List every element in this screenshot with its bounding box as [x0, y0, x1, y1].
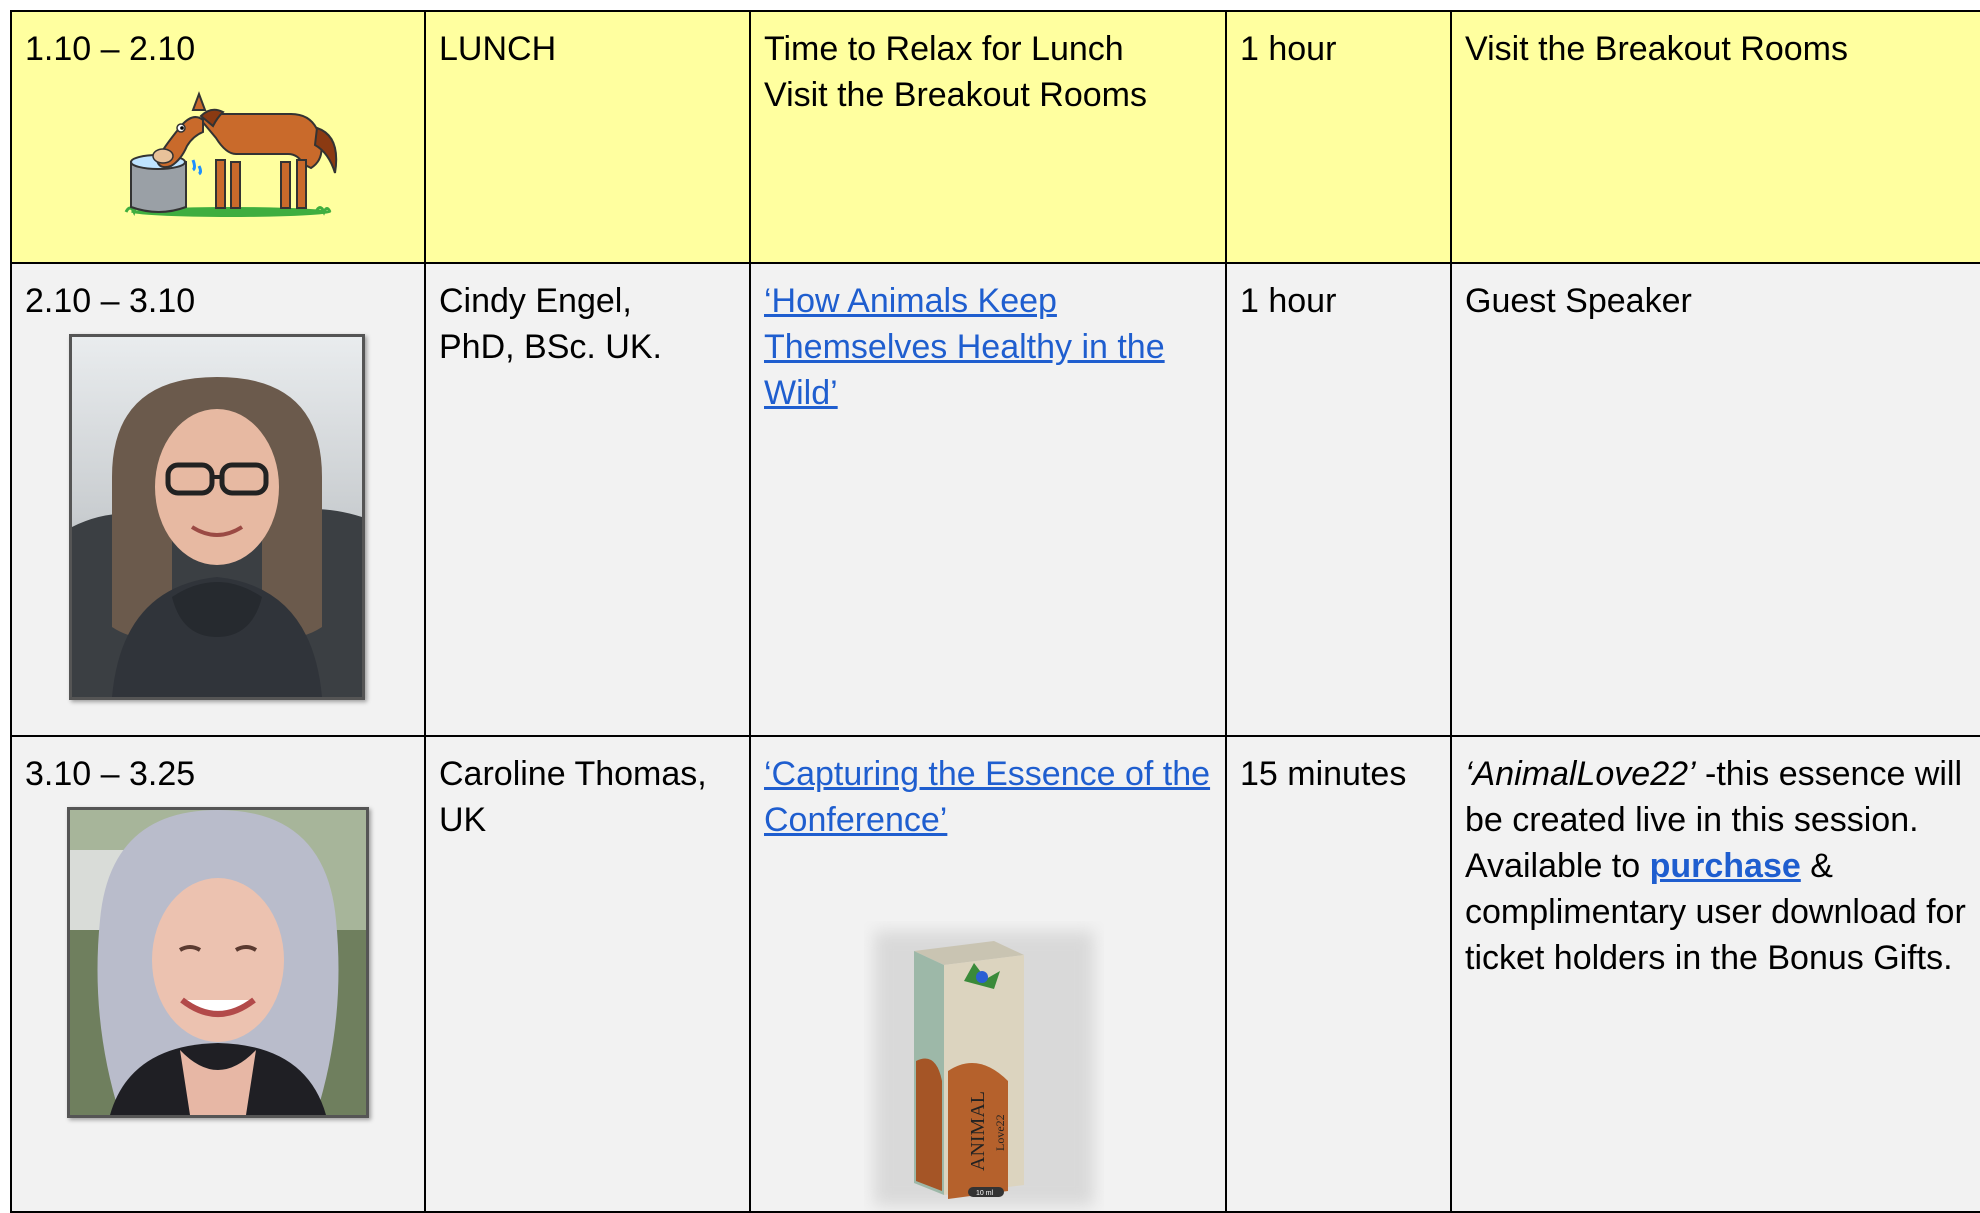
presenter-cell [425, 11, 750, 263]
duration-text: 15 minutes [1240, 755, 1407, 793]
presenter-line: Caroline Thomas, [439, 755, 707, 793]
time-cell [11, 263, 425, 736]
product-label: ANIMAL [967, 1091, 989, 1171]
title-line: Time to Relax for Lunch [764, 30, 1124, 68]
notes-fragment: -this essence will [1695, 755, 1963, 793]
speaker-photo [69, 334, 365, 700]
notes-text: Visit the Breakout Rooms [1465, 30, 1848, 68]
table-row [11, 736, 1980, 1212]
title-cell [750, 11, 1226, 263]
notes-line: be created live in this session. [1465, 801, 1919, 839]
essence-product-box [864, 921, 1104, 1211]
time-text: 3.10 – 3.25 [25, 755, 196, 793]
notes-line: complimentary user download for [1465, 893, 1966, 931]
title-line[interactable]: Themselves Healthy in the [764, 328, 1165, 366]
presenter-line: UK [439, 801, 487, 839]
title-cell [750, 263, 1226, 736]
notes-fragment: Available to [1465, 847, 1650, 885]
horse-drinking-icon [121, 80, 341, 220]
table-row [11, 11, 1980, 263]
presenter-text: LUNCH [439, 30, 557, 68]
product-volume: 10 ml [976, 1190, 994, 1197]
purchase-link[interactable]: purchase [1649, 847, 1801, 885]
notes-cell [1451, 263, 1980, 736]
presenter-cell [425, 736, 750, 1212]
duration-cell [1226, 11, 1451, 263]
talk-title-link[interactable] [764, 751, 1213, 843]
title-line[interactable]: Conference’ [764, 801, 948, 839]
talk-title-link[interactable] [764, 278, 1213, 416]
title-cell [750, 736, 1226, 1212]
duration-text: 1 hour [1240, 282, 1337, 320]
title-line: Visit the Breakout Rooms [764, 76, 1147, 114]
notes-cell [1451, 736, 1980, 1212]
notes-cell [1451, 11, 1980, 263]
product-sublabel: Love22 [993, 1114, 1007, 1151]
presenter-line: PhD, BSc. UK. [439, 328, 662, 366]
schedule-table [10, 10, 1980, 1213]
time-cell [11, 11, 425, 263]
table-row [11, 263, 1980, 736]
duration-cell [1226, 736, 1451, 1212]
title-line[interactable]: ‘Capturing the Essence of the [764, 755, 1211, 793]
time-cell [11, 736, 425, 1212]
speaker-photo [67, 807, 369, 1118]
duration-cell [1226, 263, 1451, 736]
notes-text: Guest Speaker [1465, 282, 1692, 320]
notes-line [1465, 843, 1980, 889]
title-line[interactable]: Wild’ [764, 374, 838, 412]
notes-fragment: & [1800, 847, 1833, 885]
essence-name: ‘AnimalLove22’ [1465, 755, 1696, 793]
time-text: 2.10 – 3.10 [25, 282, 196, 320]
duration-text: 1 hour [1240, 30, 1337, 68]
notes-line: ticket holders in the Bonus Gifts. [1465, 939, 1953, 977]
presenter-line: Cindy Engel, [439, 282, 632, 320]
notes-line [1465, 751, 1980, 797]
time-text: 1.10 – 2.10 [25, 30, 196, 68]
presenter-cell [425, 263, 750, 736]
title-line[interactable]: ‘How Animals Keep [764, 282, 1057, 320]
